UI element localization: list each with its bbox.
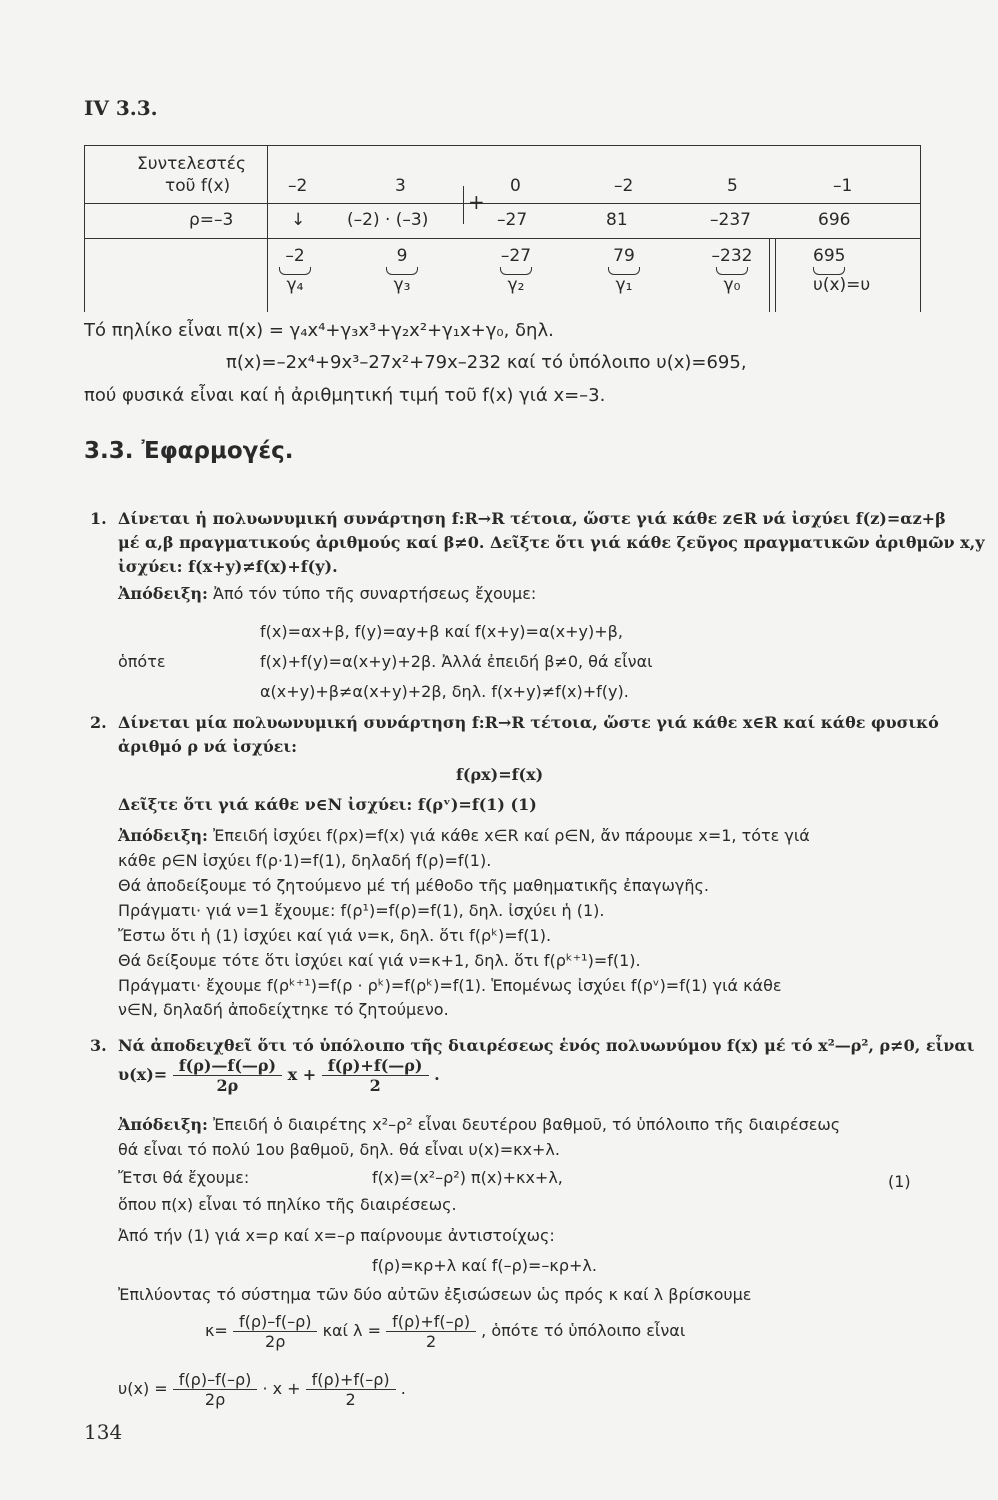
center-equation: f(ρx)=f(x) [456, 765, 544, 784]
proof-line: κάθε ρ∈N ἰσχύει f(ρ·1)=f(1), δηλαδή f(ρ)=f(1). [118, 851, 492, 870]
numerator: f(ρ)–f(–ρ) [173, 1370, 258, 1390]
horner-table [84, 145, 921, 312]
proof-label: Ἀπόδειξη: [118, 826, 208, 845]
numerator: f(ρ)–f(–ρ) [233, 1312, 318, 1332]
gamma-label: γ₃ [393, 275, 411, 295]
fraction [306, 1370, 396, 1409]
proof-line: Ἐπιλύοντας τό σύστημα τῶν δύο αὐτῶν ἐξισώσεων ὡς πρός κ καί λ βρίσκουμε [118, 1285, 752, 1304]
result-cell [481, 246, 551, 295]
result-value: 79 [613, 246, 635, 266]
product-cell: (–2) · (–3) [347, 210, 429, 230]
equation: α(x+y)+β≠α(x+y)+2β, δηλ. f(x+y)≠f(x)+f(y). [260, 682, 629, 701]
result-value: –2 [285, 246, 305, 266]
proof-line [118, 1115, 840, 1134]
product-cell: 81 [606, 210, 628, 230]
gamma-label: γ₂ [507, 275, 525, 295]
x-plus: x + [287, 1065, 317, 1084]
result-cell [260, 246, 330, 295]
product-cell: –27 [497, 210, 528, 230]
u-label: υ(x) = [118, 1379, 168, 1398]
result-value: –27 [500, 246, 532, 266]
section-header: IV 3.3. [84, 96, 158, 120]
period: . [400, 1379, 406, 1398]
problem-number: 2. [90, 713, 107, 732]
result-cell [697, 246, 767, 295]
proof-label: Ἀπόδειξη: [118, 584, 208, 603]
denominator: 2 [425, 1332, 437, 1351]
result-cell [589, 246, 659, 295]
numerator: f(ρ)+f(–ρ) [386, 1312, 476, 1332]
plus-sign: + [468, 190, 485, 214]
intro-line: Τό πηλίκο εἶναι π(x) = γ₄x⁴+γ₃x³+γ₂x²+γ₁x+γ₀, δηλ. [84, 320, 554, 341]
coeff-label: Συντελεστές [137, 154, 246, 174]
denominator: 2ρ [265, 1332, 286, 1351]
proof-line: Πράγματι· ἔχουμε f(ρᵏ⁺¹)=f(ρ · ρᵏ)=f(ρᵏ)=f(1). Ἑπομένως ἰσχύει f(ρᵛ)=f(1) γιά κάθε [118, 976, 782, 995]
proof-text: Ἀπό τόν τύπο τῆς συναρτήσεως ἔχουμε: [213, 584, 537, 603]
numerator: f(ρ)—f(—ρ) [173, 1056, 282, 1076]
table-divider [775, 238, 776, 312]
gamma-label: υ(x)=υ [813, 275, 871, 295]
brace-mark [500, 267, 532, 275]
fraction [322, 1056, 429, 1095]
k-label: κ= [205, 1321, 228, 1340]
x-plus: · x + [262, 1379, 301, 1398]
brace-mark [716, 267, 748, 275]
proof-label: Ἀπόδειξη: [118, 1115, 208, 1134]
denominator: 2ρ [216, 1076, 239, 1095]
rho-label: ρ=–3 [189, 210, 234, 230]
problem-statement: Δίνεται μία πολυωνυμική συνάρτηση f:R→R τέτοια, ὥστε γιά κάθε x∈R καί κάθε φυσικό [118, 713, 939, 732]
proof-line [118, 826, 810, 845]
intro-line: πού φυσικά εἶναι καί ἡ ἀριθμητική τιμή τοῦ f(x) γιά x=–3. [84, 385, 606, 406]
remainder-text: , ὁπότε τό ὑπόλοιπο εἶναι [481, 1321, 686, 1340]
proof-text: Ἐπειδή ἰσχύει f(ρx)=f(x) γιά κάθε x∈R καί ρ∈N, ἄν πάρουμε x=1, τότε γιά [213, 826, 810, 845]
product-cell: 696 [818, 210, 851, 230]
fraction [173, 1056, 282, 1095]
proof-line: Πράγματι· γιά ν=1 ἔχουμε: f(ρ¹)=f(ρ)=f(1), δηλ. ἰσχύει ἡ (1). [118, 901, 605, 920]
remainder-cell [797, 246, 907, 295]
table-divider [85, 238, 920, 239]
coefficient-cell: –2 [288, 176, 308, 196]
proof-line: Θά δείξουμε τότε ὅτι ἰσχύει καί γιά ν=κ+1, δηλ. ὅτι f(ρᵏ⁺¹)=f(1). [118, 951, 641, 970]
final-formula [118, 1370, 406, 1409]
table-divider [85, 203, 920, 204]
intro-line: π(x)=–2x⁴+9x³–27x²+79x–232 καί τό ὑπόλοιπο υ(x)=695, [226, 352, 747, 373]
equation: f(x)+f(y)=α(x+y)+2β. Ἀλλά ἐπειδή β≠0, θά εἶναι [260, 652, 653, 671]
result-value: 9 [396, 246, 408, 266]
problem-statement: ἰσχύει: f(x+y)≠f(x)+f(y). [118, 557, 338, 576]
product-cell: –237 [710, 210, 751, 230]
problem-number: 3. [90, 1036, 107, 1055]
fraction [386, 1312, 476, 1351]
ux-label: υ(x)= [118, 1065, 168, 1084]
proof-line: ὅπου π(x) εἶναι τό πηλίκο τῆς διαιρέσεως. [118, 1195, 457, 1214]
proof-line: Ἔστω ὅτι ἡ (1) ἰσχύει καί γιά ν=κ, δηλ. ὅτι f(ρᵏ)=f(1). [118, 926, 552, 945]
proof-line: Ἔτσι θά ἔχουμε: [118, 1168, 250, 1187]
table-divider [769, 238, 770, 312]
proof-line: Θά ἀποδείξουμε τό ζητούμενο μέ τή μέθοδο τῆς μαθηματικῆς ἐπαγωγῆς. [118, 876, 709, 895]
denominator: 2 [369, 1076, 381, 1095]
proof-line: Ἀπό τήν (1) γιά x=ρ καί x=–ρ παίρνουμε ἀντιστοίχως: [118, 1226, 555, 1245]
result-value: –232 [711, 246, 753, 266]
fraction [233, 1312, 318, 1351]
coeff-label: τοῦ f(x) [165, 176, 231, 196]
remainder-formula [118, 1056, 440, 1095]
proof-line: ν∈N, δηλαδή ἀποδείχτηκε τό ζητούμενο. [118, 1000, 449, 1019]
k-lambda-formula [205, 1312, 685, 1351]
coefficient-cell: –2 [614, 176, 634, 196]
down-arrow-icon: ↓ [291, 210, 306, 230]
brace-mark [608, 267, 640, 275]
coefficient-cell: 3 [395, 176, 406, 196]
equation-tag: (1) [888, 1172, 911, 1191]
and-lambda: καί λ = [322, 1321, 382, 1340]
hence-label: ὁπότε [118, 652, 166, 671]
bracket-mark [459, 186, 464, 224]
section-title: 3.3. Ἐφαρμογές. [84, 438, 294, 464]
coefficient-cell: 5 [727, 176, 738, 196]
brace-mark [813, 267, 845, 275]
gamma-label: γ₀ [723, 275, 741, 295]
denominator: 2 [345, 1390, 356, 1409]
proof-text: Ἐπειδή ὁ διαιρέτης x²–ρ² εἶναι δευτέρου βαθμοῦ, τό ὑπόλοιπο τῆς διαιρέσεως [213, 1115, 841, 1134]
proof-line: θά εἶναι τό πολύ 1ου βαθμοῦ, δηλ. θά εἶναι υ(x)=κx+λ. [118, 1140, 560, 1159]
period: . [434, 1065, 440, 1084]
problem-number: 1. [90, 509, 107, 528]
equation: f(ρ)=κρ+λ καί f(–ρ)=–κρ+λ. [372, 1256, 597, 1275]
denominator: 2ρ [204, 1390, 226, 1409]
problem-statement: ἀριθμό ρ νά ἰσχύει: [118, 737, 298, 756]
problem-statement: Δίνεται ἡ πολυωνυμική συνάρτηση f:R→R τέτοια, ὥστε γιά κάθε z∈R νά ἰσχύει f(z)=αz+β [118, 509, 946, 528]
coefficient-cell: –1 [833, 176, 853, 196]
brace-mark [279, 267, 311, 275]
numerator: f(ρ)+f(—ρ) [322, 1056, 429, 1076]
problem-statement: μέ α,β πραγματικούς ἀριθμούς καί β≠0. Δεῖξτε ὅτι γιά κάθε ζεῦγος πραγματικῶν ἀριθμῶν x,y [118, 533, 985, 552]
problem-statement: Δεῖξτε ὅτι γιά κάθε ν∈N ἰσχύει: f(ρᵛ)=f(1) (1) [118, 795, 537, 814]
page-number: 134 [84, 1420, 123, 1444]
equation: f(x)=αx+β, f(y)=αy+β καί f(x+y)=α(x+y)+β, [260, 622, 623, 641]
gamma-label: γ₁ [615, 275, 633, 295]
gamma-label: γ₄ [286, 275, 304, 295]
coefficient-cell: 0 [510, 176, 521, 196]
result-value: 695 [813, 246, 846, 266]
brace-mark [386, 267, 418, 275]
proof-line [118, 584, 536, 603]
result-cell [367, 246, 437, 295]
equation: f(x)=(x²–ρ²) π(x)+κx+λ, [372, 1168, 563, 1187]
fraction [173, 1370, 258, 1409]
numerator: f(ρ)+f(–ρ) [306, 1370, 396, 1390]
problem-statement: Νά ἀποδειχθεῖ ὅτι τό ὑπόλοιπο τῆς διαιρέσεως ἑνός πολυωνύμου f(x) μέ τό x²—ρ², ρ≠0, εἶναι [118, 1036, 975, 1055]
